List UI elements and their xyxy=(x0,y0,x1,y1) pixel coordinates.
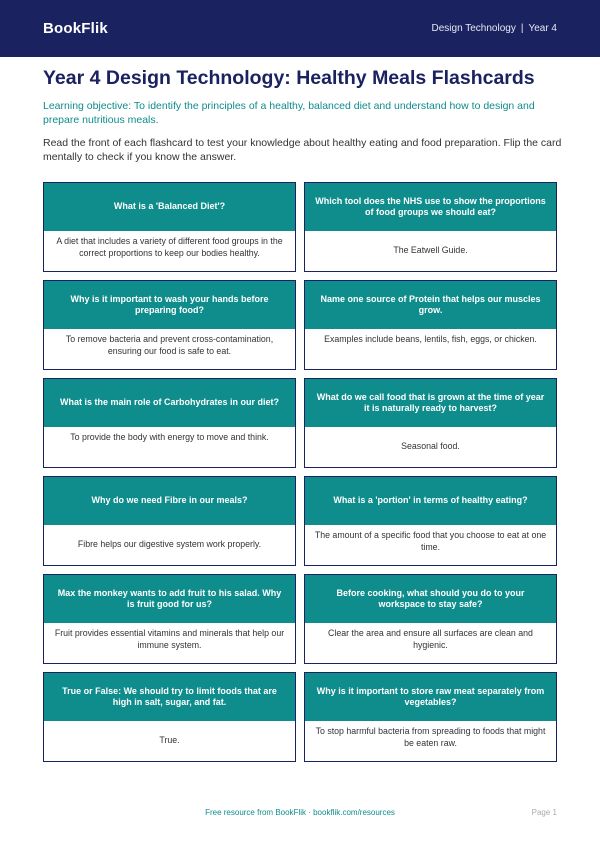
flashcard-row xyxy=(43,574,557,664)
flashcard-answer: To remove bacteria and prevent cross-contamination, ensuring our food is safe to eat. xyxy=(44,329,295,369)
flashcard[interactable] xyxy=(304,672,557,762)
flashcard[interactable] xyxy=(304,280,557,370)
flashcard-question: Why is it important to wash your hands before preparing food? xyxy=(44,281,295,329)
brand-logo[interactable]: BookFlik xyxy=(43,20,108,37)
page-header xyxy=(0,0,600,57)
flashcard-answer: Fibre helps our digestive system work properly. xyxy=(44,525,295,565)
flashcard[interactable] xyxy=(43,574,296,664)
flashcard-row xyxy=(43,280,557,370)
page-title: Year 4 Design Technology: Healthy Meals Flashcards xyxy=(43,67,535,89)
flashcard-grid xyxy=(43,182,557,770)
flashcard-question: Why is it important to store raw meat separately from vegetables? xyxy=(305,673,556,721)
flashcard-answer: To provide the body with energy to move and think. xyxy=(44,427,295,467)
flashcard-answer: True. xyxy=(44,721,295,761)
header-subject: Design Technology xyxy=(431,23,516,34)
flashcard[interactable] xyxy=(304,182,557,272)
flashcard[interactable] xyxy=(304,476,557,566)
flashcard-question: Name one source of Protein that helps our muscles grow. xyxy=(305,281,556,329)
flashcard[interactable] xyxy=(43,182,296,272)
flashcard-question: What is a 'Balanced Diet'? xyxy=(44,183,295,231)
flashcard-row xyxy=(43,476,557,566)
flashcard-answer: To stop harmful bacteria from spreading to foods that might be eaten raw. xyxy=(305,721,556,761)
flashcard[interactable] xyxy=(43,476,296,566)
flashcard-row xyxy=(43,378,557,468)
flashcard-answer: Clear the area and ensure all surfaces are clean and hygienic. xyxy=(305,623,556,663)
page-number: Page 1 xyxy=(531,808,557,817)
flashcard-answer: The Eatwell Guide. xyxy=(305,231,556,271)
flashcard[interactable] xyxy=(304,378,557,468)
header-breadcrumb xyxy=(432,23,557,34)
flashcard-answer: The amount of a specific food that you choose to eat at one time. xyxy=(305,525,556,565)
flashcard[interactable] xyxy=(43,672,296,762)
flashcard-question: Why do we need Fibre in our meals? xyxy=(44,477,295,525)
flashcard-answer: Fruit provides essential vitamins and minerals that help our immune system. xyxy=(44,623,295,663)
flashcard-question: What is the main role of Carbohydrates in our diet? xyxy=(44,379,295,427)
flashcard-question: True or False: We should try to limit foods that are high in salt, sugar, and fat. xyxy=(44,673,295,721)
flashcard-answer: Examples include beans, lentils, fish, eggs, or chicken. xyxy=(305,329,556,369)
header-year: Year 4 xyxy=(528,23,557,34)
flashcard-question: Before cooking, what should you do to your workspace to stay safe? xyxy=(305,575,556,623)
flashcard-question: What is a 'portion' in terms of healthy eating? xyxy=(305,477,556,525)
flashcard[interactable] xyxy=(304,574,557,664)
flashcard-question: Max the monkey wants to add fruit to his salad. Why is fruit good for us? xyxy=(44,575,295,623)
flashcard[interactable] xyxy=(43,280,296,370)
flashcard-answer: Seasonal food. xyxy=(305,427,556,467)
flashcard-row xyxy=(43,672,557,762)
footer-resource-link[interactable]: Free resource from BookFlik · bookflik.com/resources xyxy=(205,808,395,817)
flashcard[interactable] xyxy=(43,378,296,468)
flashcard-question: What do we call food that is grown at the time of year it is naturally ready to harvest? xyxy=(305,379,556,427)
flashcard-row xyxy=(43,182,557,272)
instructions-text: Read the front of each flashcard to test your knowledge about healthy eating and food preparation. Flip the card mentally to check if you know the answer. xyxy=(43,137,562,163)
flashcard-answer: A diet that includes a variety of different food groups in the correct proportions to keep our bodies healthy. xyxy=(44,231,295,271)
learning-objective: Learning objective: To identify the principles of a healthy, balanced diet and understand how to design and prepare nutritious meals. xyxy=(43,100,535,126)
header-separator: | xyxy=(520,23,524,34)
flashcard-question: Which tool does the NHS use to show the proportions of food groups we should eat? xyxy=(305,183,556,231)
